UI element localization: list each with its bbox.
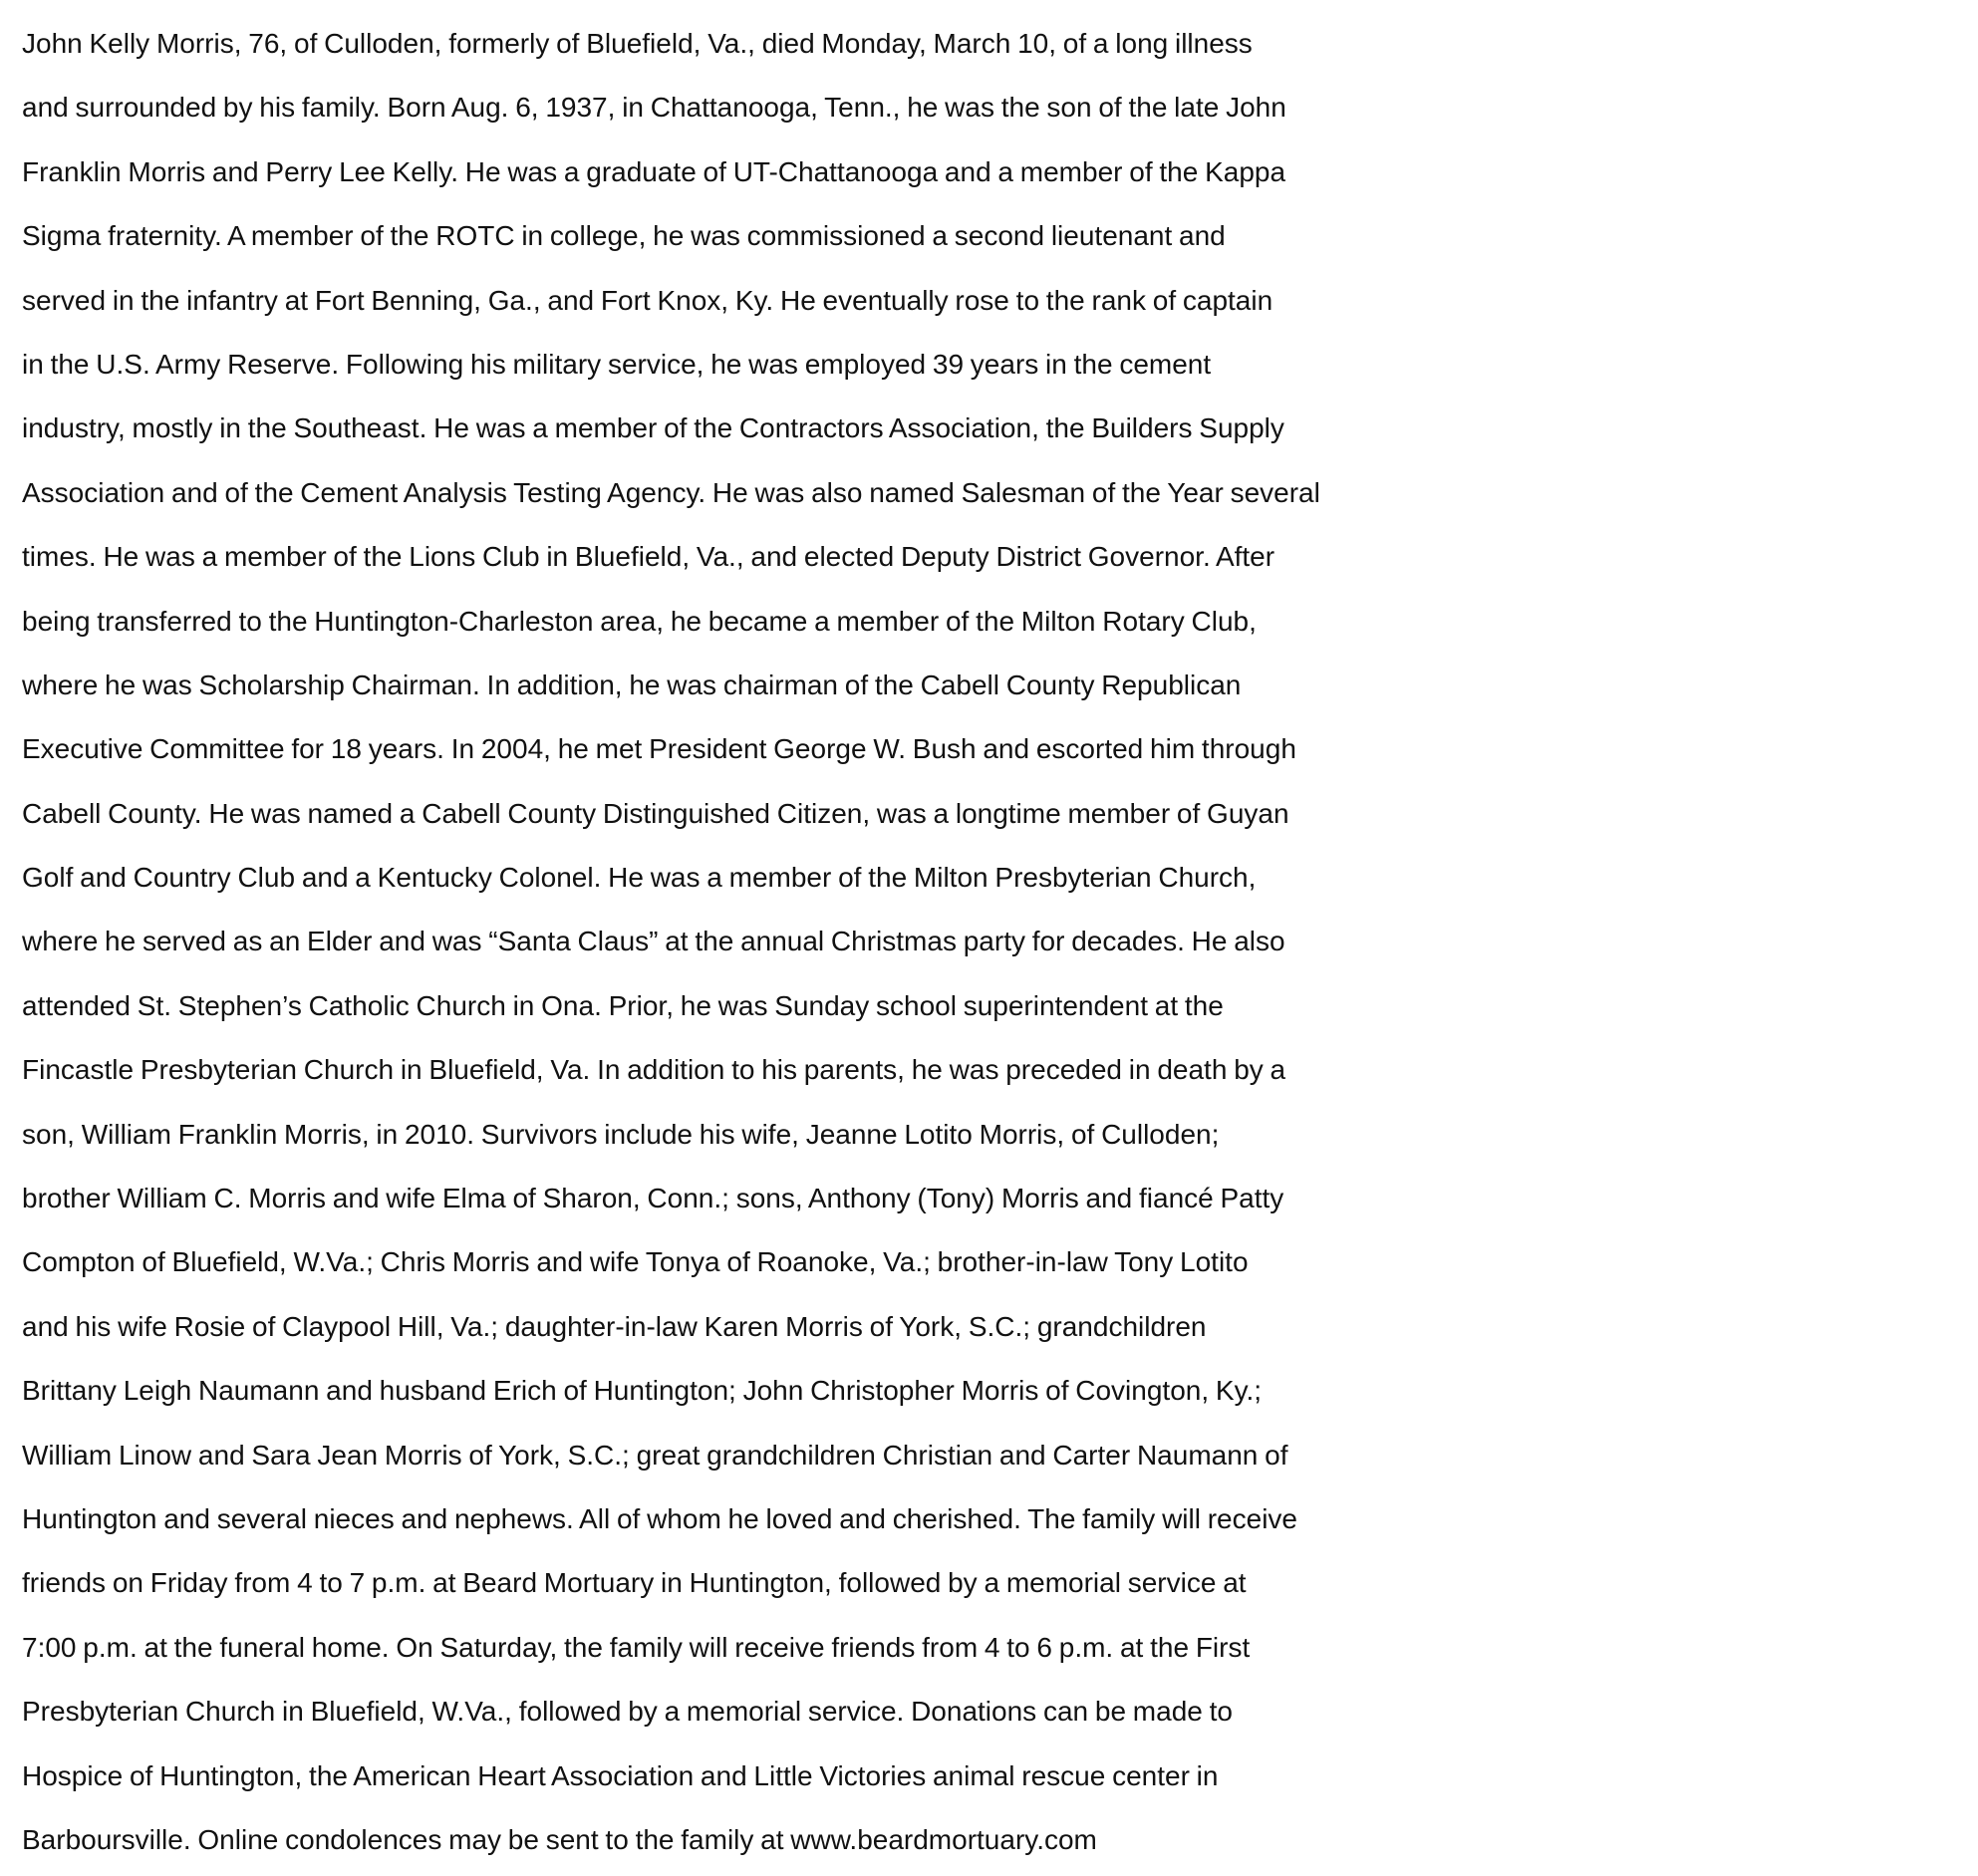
text-line: Sigma fraternity. A member of the ROTC in college, he was commissioned a second lieutenant and — [22, 220, 1226, 252]
text-line: son, William Franklin Morris, in 2010. Survivors include his wife, Jeanne Lotito Morris, of Culloden; — [22, 1118, 1220, 1150]
text-line: where he served as an Elder and was “Santa Claus” at the annual Christmas party for decades. He also — [22, 926, 1285, 957]
text-line: Brittany Leigh Naumann and husband Erich of Huntington; John Christopher Morris of Covington, Ky.; — [22, 1375, 1263, 1407]
text-line: attended St. Stephen’s Catholic Church in Ona. Prior, he was Sunday school superintendent at the — [22, 989, 1224, 1021]
text-line: and his wife Rosie of Claypool Hill, Va.; daughter-in-law Karen Morris of York, S.C.; grandchildren — [22, 1310, 1207, 1342]
text-line: Compton of Bluefield, W.Va.; Chris Morris and wife Tonya of Roanoke, Va.; brother-in-law Tony Lotito — [22, 1246, 1249, 1278]
text-line: John Kelly Morris, 76, of Culloden, formerly of Bluefield, Va., died Monday, March 10, of a long illness — [22, 28, 1253, 59]
text-line: Cabell County. He was named a Cabell County Distinguished Citizen, was a longtime member of Guyan — [22, 797, 1289, 829]
text-line: friends on Friday from 4 to 7 p.m. at Beard Mortuary in Huntington, followed by a memorial service at — [22, 1567, 1247, 1599]
text-line: William Linow and Sara Jean Morris of York, S.C.; great grandchildren Christian and Carter Naumann of — [22, 1439, 1288, 1471]
obituary-text — [22, 12, 1965, 1872]
text-line: 7:00 p.m. at the funeral home. On Saturday, the family will receive friends from 4 to 6 p.m. at the First — [22, 1631, 1251, 1663]
text-line: Hospice of Huntington, the American Heart Association and Little Victories animal rescue center in — [22, 1759, 1219, 1791]
text-line: in the U.S. Army Reserve. Following his military service, he was employed 39 years in the cement — [22, 348, 1212, 380]
text-line: Huntington and several nieces and nephews. All of whom he loved and cherished. The family will receive — [22, 1502, 1297, 1534]
text-line: served in the infantry at Fort Benning, Ga., and Fort Knox, Ky. He eventually rose to the rank of captain — [22, 284, 1273, 316]
text-line: Executive Committee for 18 years. In 2004, he met President George W. Bush and escorted him through — [22, 733, 1296, 765]
text-line: Association and of the Cement Analysis Testing Agency. He was also named Salesman of the Year several — [22, 476, 1320, 508]
text-line: being transferred to the Huntington-Charleston area, he became a member of the Milton Rotary Club, — [22, 605, 1257, 637]
text-line: Golf and Country Club and a Kentucky Colonel. He was a member of the Milton Presbyterian Church, — [22, 862, 1257, 894]
text-line: Fincastle Presbyterian Church in Bluefield, Va. In addition to his parents, he was preceded in death by a — [22, 1054, 1286, 1086]
text-line: times. He was a member of the Lions Club in Bluefield, Va., and elected Deputy District Governor. After — [22, 541, 1275, 573]
text-line: Franklin Morris and Perry Lee Kelly. He was a graduate of UT-Chattanooga and a member of the Kappa — [22, 155, 1286, 187]
text-line: brother William C. Morris and wife Elma of Sharon, Conn.; sons, Anthony (Tony) Morris and fiancé Patty — [22, 1183, 1284, 1214]
text-line: Barboursville. Online condolences may be sent to the family at www.beardmortuary.com — [22, 1823, 1097, 1855]
text-line: Presbyterian Church in Bluefield, W.Va., followed by a memorial service. Donations can be made to — [22, 1696, 1233, 1728]
text-line: industry, mostly in the Southeast. He was a member of the Contractors Association, the Builders Supply — [22, 412, 1284, 444]
text-line: where he was Scholarship Chairman. In addition, he was chairman of the Cabell County Republican — [22, 669, 1242, 700]
text-line: and surrounded by his family. Born Aug. 6, 1937, in Chattanooga, Tenn., he was the son of the late John — [22, 92, 1286, 124]
